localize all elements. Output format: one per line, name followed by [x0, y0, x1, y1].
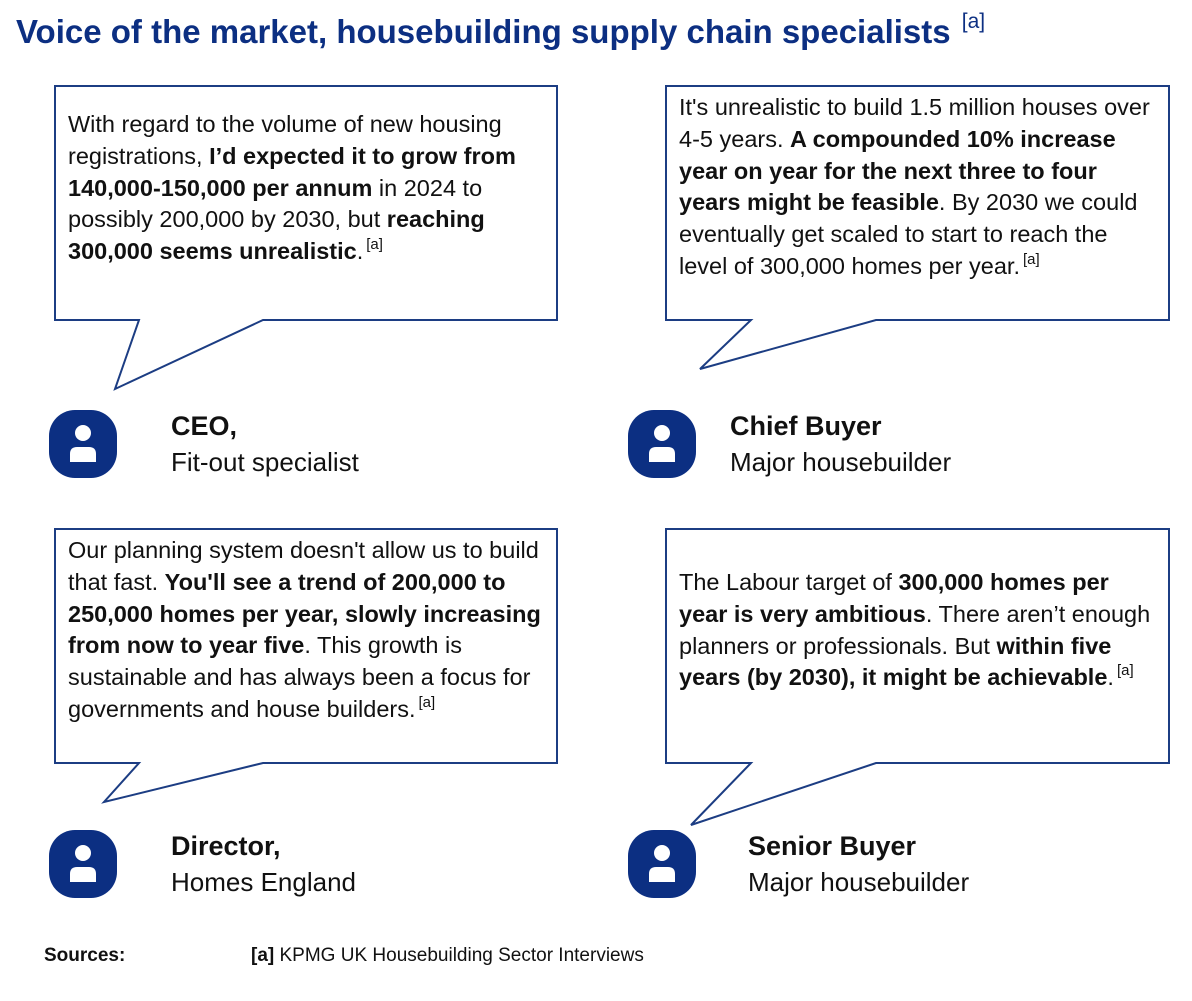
quote-emphasis: You'll see a trend of 200,000 to 250,000 homes per year, slowly increasing from now to year five — [68, 568, 541, 659]
speaker-role: Senior Buyer — [748, 831, 917, 861]
quote-segment: . — [1107, 664, 1114, 691]
quote-emphasis: 300,000 homes per year is very ambitious — [679, 569, 1109, 627]
quote-segment: Our planning system doesn't allow us to build that fast. — [68, 537, 539, 595]
quote-segment: It's unrealistic to build 1.5 million houses over 4-5 years. — [679, 94, 1150, 152]
speaker-1 — [171, 408, 359, 480]
speaker-organisation: Major housebuilder — [730, 447, 952, 477]
quote-1-text — [68, 109, 548, 268]
quote-emphasis: within five years (by 2030), it might be achievable — [679, 632, 1112, 691]
quote-segment: . — [356, 238, 364, 265]
speaker-2 — [730, 408, 951, 480]
page-title-text: Voice of the market, housebuilding supply chain specialists — [16, 13, 951, 50]
speaker-role: CEO, — [171, 411, 238, 441]
sources-label: Sources: — [44, 945, 126, 966]
title-reference: [a] — [961, 10, 986, 33]
speaker-role: Director, — [171, 831, 281, 861]
quote-emphasis: A compounded 10% increase year on year for the next three to four years might be feasible — [679, 125, 1116, 216]
quote-segment: With regard to the volume of new housing registrations, — [68, 111, 502, 169]
quote-3-text — [68, 535, 548, 726]
quote-emphasis: I’d expected it to grow from 140,000-150,000 per annum — [68, 142, 516, 201]
speaker-organisation: Homes England — [171, 867, 356, 897]
speaker-organisation: Fit-out specialist — [171, 447, 359, 477]
quote-reference: [a] — [418, 693, 436, 711]
sources-ref-marker: [a] — [251, 945, 275, 966]
speaker-role: Chief Buyer — [730, 411, 882, 441]
user-icon — [627, 829, 697, 899]
speaker-4 — [748, 828, 969, 900]
user-icon — [627, 409, 697, 479]
quote-reference: [a] — [1116, 662, 1134, 680]
speaker-organisation: Major housebuilder — [748, 867, 970, 897]
speaker-3 — [171, 828, 356, 900]
quote-2-text — [679, 92, 1159, 283]
quote-reference: [a] — [1022, 250, 1040, 268]
quote-segment: . By 2030 we could eventually get scaled to start to reach the level of 300,000 homes per year. — [679, 189, 1138, 279]
quote-segment: . This growth is sustainable and has always been a focus for governments and house builders. — [68, 632, 531, 722]
user-icon — [48, 409, 118, 479]
sources-reference — [251, 945, 644, 967]
quote-segment: in 2024 to possibly 200,000 by 2030, but — [68, 174, 483, 233]
quote-4-text — [679, 567, 1159, 694]
quote-emphasis: reaching 300,000 seems unrealistic — [68, 206, 485, 265]
quote-reference: [a] — [366, 236, 383, 254]
quote-segment: . There aren’t enough planners or professionals. But — [679, 600, 1151, 659]
quote-segment: The Labour target of — [679, 569, 899, 595]
sources-ref-text: KPMG UK Housebuilding Sector Interviews — [274, 945, 644, 966]
user-icon — [48, 829, 118, 899]
